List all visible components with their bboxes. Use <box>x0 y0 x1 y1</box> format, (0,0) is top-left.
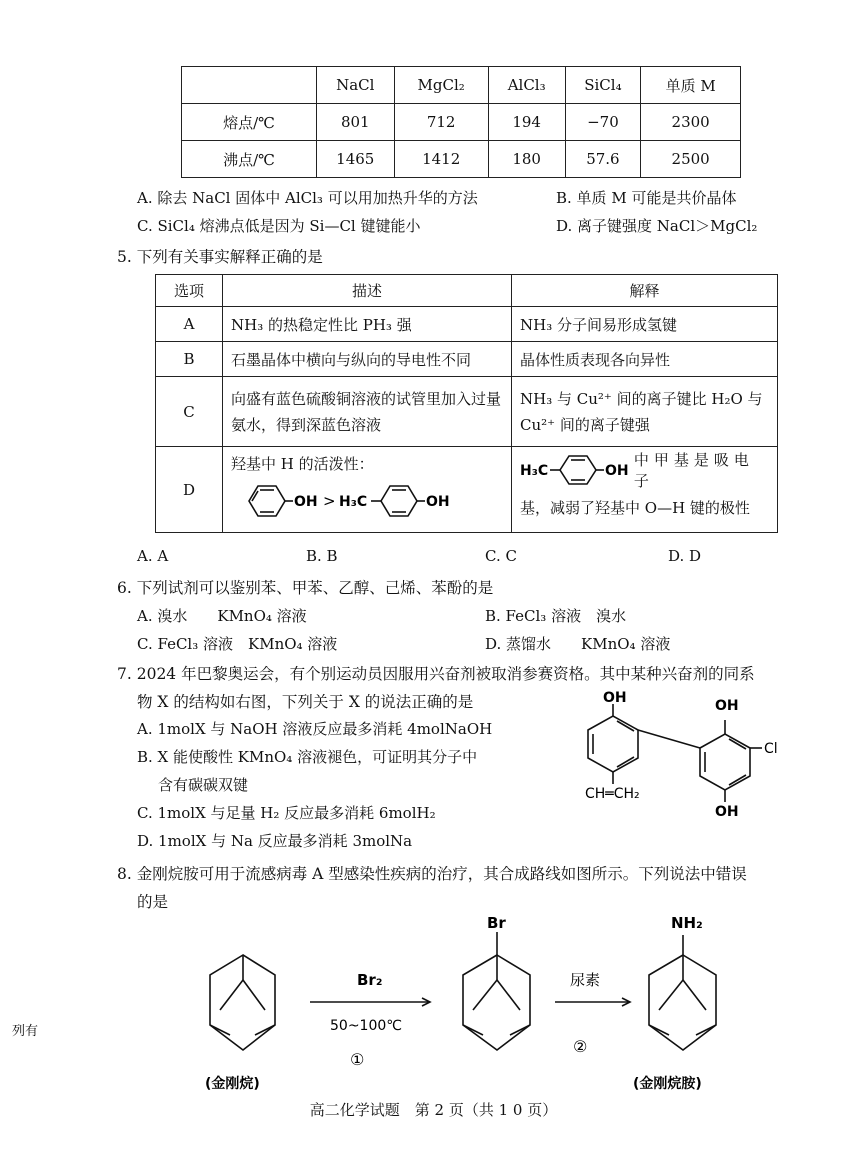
condition-temperature: 50~100℃ <box>330 1018 402 1034</box>
table-cell: 沸点/℃ <box>182 141 317 178</box>
table-cell: 57.6 <box>565 141 641 178</box>
table-cell: 2500 <box>641 141 741 178</box>
margin-note: 列有 <box>12 1024 39 1039</box>
oh-label: OH <box>605 463 629 479</box>
q4-option-a[interactable]: A. 除去 NaCl 固体中 AlCl₃ 可以用加热升华的方法 <box>137 189 478 207</box>
q6-option-a[interactable]: A. 溴水 KMnO₄ 溶液 <box>137 607 307 625</box>
table-row <box>156 307 778 342</box>
table-cell: −70 <box>565 104 641 141</box>
q7-option-d[interactable]: D. 1molX 与 Na 反应最多消耗 3molNa <box>137 832 413 850</box>
step-2-marker: ② <box>573 1037 588 1056</box>
table-header-row <box>182 67 741 104</box>
table-header-cell: 选项 <box>156 275 223 307</box>
cl-label: Cl <box>764 741 778 757</box>
table-row <box>156 447 778 533</box>
description-text: 羟基中 H 的活泼性： <box>231 455 374 473</box>
q5-option-c[interactable]: C. C <box>485 547 517 565</box>
q7-stem-line2: 物 X 的结构如右图，下列关于 X 的说法正确的是 <box>137 693 474 711</box>
phenol-comparison-diagram <box>231 476 481 526</box>
table-header-cell: NaCl <box>317 67 395 104</box>
adamantane-structure <box>210 955 275 1050</box>
explanation-cell <box>512 447 778 533</box>
table-cell: 1412 <box>394 141 488 178</box>
reagent-urea: 尿素 <box>570 971 601 989</box>
q7-option-c[interactable]: C. 1molX 与足量 H₂ 反应最多消耗 6molH₂ <box>137 804 436 822</box>
table-row <box>182 141 741 178</box>
table-row <box>156 377 778 447</box>
explanation-cell: 晶体性质表现各向异性 <box>512 342 778 377</box>
q8-stem-line2: 的是 <box>137 893 169 911</box>
amantadine-name: (金刚烷胺) <box>633 1076 702 1092</box>
option-letter: B <box>156 342 223 377</box>
q6-option-c[interactable]: C. FeCl₃ 溶液 KMnO₄ 溶液 <box>137 635 338 653</box>
option-letter: D <box>156 447 223 533</box>
h3c-label: H₃C <box>520 463 549 479</box>
explanation-text-2: 基，减弱了羟基中 O—H 键的极性 <box>520 499 750 517</box>
vinyl-label: CH═CH₂ <box>585 786 640 802</box>
q8-stem-line1: 8. 金刚烷胺可用于流感病毒 A 型感染性疾病的治疗，其合成路线如图所示。下列说法中错误 <box>117 865 747 883</box>
q5-table <box>155 274 778 533</box>
q7-option-b-cont: 含有碳碳双键 <box>158 776 249 794</box>
description-cell <box>223 447 512 533</box>
table-header-row <box>156 275 778 307</box>
option-letter: C <box>156 377 223 447</box>
molecule-x-structure <box>555 690 815 840</box>
synthesis-route-diagram <box>175 900 775 1100</box>
amantadine-structure <box>649 935 716 1050</box>
cresol-diagram <box>520 453 634 487</box>
table-cell: 2300 <box>641 104 741 141</box>
table-cell: 801 <box>317 104 395 141</box>
adamantane-name: (金刚烷) <box>205 1076 260 1092</box>
table-header-cell <box>182 67 317 104</box>
option-letter: A <box>156 307 223 342</box>
q4-option-b[interactable]: B. 单质 M 可能是共价晶体 <box>556 189 737 207</box>
step-1-marker: ① <box>350 1050 365 1069</box>
nh2-label: NH₂ <box>671 914 703 932</box>
page-footer: 高二化学试题 第 2 页（共 1 0 页） <box>309 1101 558 1119</box>
h3c-label: H₃C <box>339 494 368 510</box>
table-row <box>182 104 741 141</box>
melting-boiling-table <box>181 66 741 178</box>
reagent-br2: Br₂ <box>357 971 383 989</box>
explanation-cell: NH₃ 分子间易形成氢键 <box>512 307 778 342</box>
br-label: Br <box>487 914 506 932</box>
q6-option-b[interactable]: B. FeCl₃ 溶液 溴水 <box>485 607 627 625</box>
q4-option-c[interactable]: C. SiCl₄ 熔沸点低是因为 Si—Cl 键键能小 <box>137 217 421 235</box>
table-header-cell: 描述 <box>223 275 512 307</box>
table-cell: 1465 <box>317 141 395 178</box>
table-header-cell: 单质 M <box>641 67 741 104</box>
explanation-cell: NH₃ 与 Cu²⁺ 间的离子键比 H₂O 与 Cu²⁺ 间的离子键强 <box>512 377 778 447</box>
q5-option-d[interactable]: D. D <box>668 547 702 565</box>
q6-option-d[interactable]: D. 蒸馏水 KMnO₄ 溶液 <box>485 635 671 653</box>
table-header-cell: SiCl₄ <box>565 67 641 104</box>
explanation-text: 中甲基是吸电子 <box>633 451 754 490</box>
oh-label: OH <box>294 494 318 510</box>
table-row <box>156 342 778 377</box>
q4-option-d[interactable]: D. 离子键强度 NaCl＞MgCl₂ <box>556 217 758 235</box>
table-header-cell: MgCl₂ <box>394 67 488 104</box>
table-cell: 180 <box>488 141 565 178</box>
description-cell: 石墨晶体中横向与纵向的导电性不同 <box>223 342 512 377</box>
q7-stem-line1: 7. 2024 年巴黎奥运会，有个别运动员因服用兴奋剂被取消参赛资格。其中某种兴奋剂的同系 <box>117 665 755 683</box>
q5-stem: 5. 下列有关事实解释正确的是 <box>117 248 323 266</box>
table-cell: 712 <box>394 104 488 141</box>
q7-option-b[interactable]: B. X 能使酸性 KMnO₄ 溶液褪色，可证明其分子中 <box>137 748 478 766</box>
oh-label: OH <box>603 690 627 706</box>
gt-sign: > <box>323 492 336 510</box>
description-cell: 向盛有蓝色硫酸铜溶液的试管里加入过量氨水，得到深蓝色溶液 <box>223 377 512 447</box>
table-header-cell: AlCl₃ <box>488 67 565 104</box>
q6-stem: 6. 下列试剂可以鉴别苯、甲苯、乙醇、己烯、苯酚的是 <box>117 579 494 597</box>
table-cell: 194 <box>488 104 565 141</box>
table-header-cell: 解释 <box>512 275 778 307</box>
q7-option-a[interactable]: A. 1molX 与 NaOH 溶液反应最多消耗 4molNaOH <box>137 720 493 738</box>
q5-option-a[interactable]: A. A <box>137 547 169 565</box>
q5-option-b[interactable]: B. B <box>306 547 338 565</box>
bromoadamantane-structure <box>463 932 530 1050</box>
description-cell: NH₃ 的热稳定性比 PH₃ 强 <box>223 307 512 342</box>
oh-label: OH <box>426 494 450 510</box>
table-cell: 熔点/℃ <box>182 104 317 141</box>
oh-label: OH <box>715 698 739 714</box>
oh-label: OH <box>715 804 739 820</box>
